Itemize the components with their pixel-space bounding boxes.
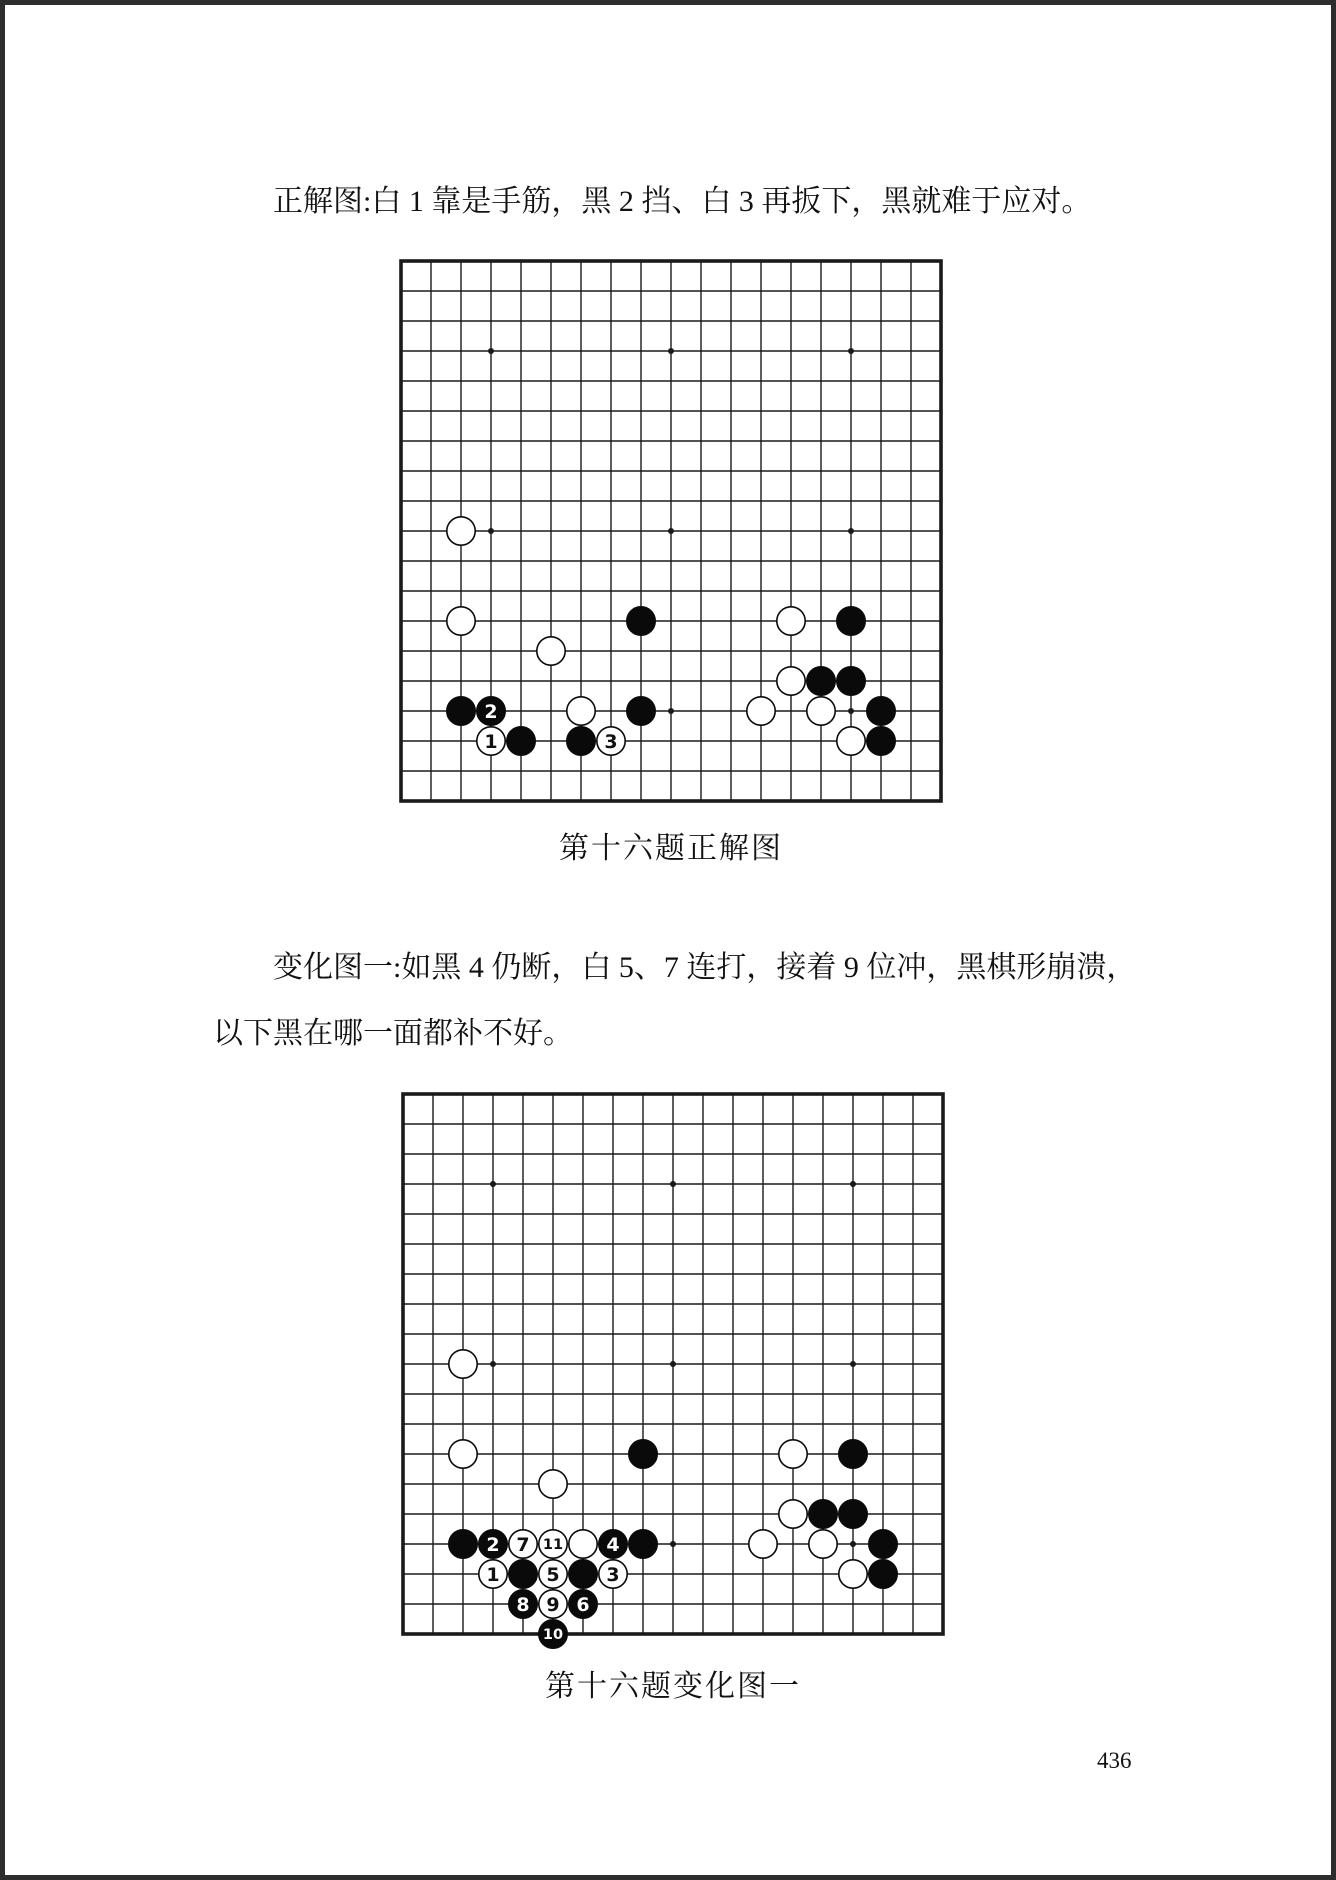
white-stone: [749, 1530, 777, 1558]
white-stone: [599, 1560, 627, 1588]
white-stone: [449, 1350, 477, 1378]
page-number: 436: [1097, 1748, 1132, 1773]
black-stone: [599, 1530, 627, 1558]
black-stone: [837, 607, 865, 635]
white-stone: [837, 727, 865, 755]
black-stone: [567, 727, 595, 755]
stone-move-number: 9: [546, 1593, 560, 1616]
white-stone: [539, 1590, 567, 1618]
white-stone: [449, 1440, 477, 1468]
star-point: [848, 708, 854, 714]
black-stone: [867, 697, 895, 725]
stone-move-number: 10: [542, 1627, 564, 1644]
black-stone: [627, 697, 655, 725]
black-stone: [629, 1440, 657, 1468]
black-stone: [539, 1620, 567, 1648]
white-stone: [539, 1530, 567, 1558]
stone-move-number: 6: [576, 1593, 590, 1616]
black-stone: [629, 1530, 657, 1558]
black-stone: [807, 667, 835, 695]
white-stone: [509, 1530, 537, 1558]
black-stone: [867, 727, 895, 755]
paragraph-2-line-2: 以下黑在哪一面都补不好。: [213, 1017, 573, 1050]
star-point: [670, 1361, 676, 1367]
white-stone: [447, 517, 475, 545]
white-stone: [539, 1470, 567, 1498]
go-board-diagram-2: [381, 1072, 965, 1674]
white-stone: [747, 697, 775, 725]
white-stone: [447, 607, 475, 635]
white-stone: [779, 1500, 807, 1528]
star-point: [490, 1181, 496, 1187]
black-stone: [477, 697, 505, 725]
stone-move-number: 11: [542, 1537, 564, 1554]
stone-move-number: 3: [606, 1563, 620, 1586]
white-stone: [477, 727, 505, 755]
white-stone: [597, 727, 625, 755]
white-stone: [777, 667, 805, 695]
black-stone: [479, 1530, 507, 1558]
stone-move-number: 2: [484, 700, 498, 723]
paragraph-2-line-1: 变化图一:如黑 4 仍断，白 5、7 连打，接着 9 位冲，黑棋形崩溃，: [273, 951, 1137, 984]
black-stone: [839, 1440, 867, 1468]
stone-move-number: 1: [484, 730, 498, 753]
star-point: [848, 528, 854, 534]
stone-move-number: 1: [486, 1563, 500, 1586]
star-point: [850, 1541, 856, 1547]
stone-move-number: 7: [516, 1533, 530, 1556]
star-point: [488, 348, 494, 354]
black-stone: [839, 1500, 867, 1528]
stone-move-number: 2: [486, 1533, 500, 1556]
board-2-caption: 第十六题变化图一: [545, 1670, 801, 1703]
black-stone: [509, 1590, 537, 1618]
paragraph-1: 正解图:白 1 靠是手筋，黑 2 挡、白 3 再扳下，黑就难于应对。: [273, 185, 1092, 218]
black-stone: [449, 1530, 477, 1558]
stone-move-number: 8: [516, 1593, 530, 1616]
black-stone: [837, 667, 865, 695]
star-point: [670, 1181, 676, 1187]
star-point: [668, 348, 674, 354]
star-point: [850, 1181, 856, 1187]
black-stone: [869, 1530, 897, 1558]
star-point: [848, 348, 854, 354]
black-stone: [507, 727, 535, 755]
black-stone: [809, 1500, 837, 1528]
go-board-diagram-1: [379, 239, 963, 841]
white-stone: [779, 1440, 807, 1468]
stone-move-number: 4: [606, 1533, 620, 1556]
star-point: [668, 708, 674, 714]
stone-move-number: 5: [546, 1563, 560, 1586]
white-stone: [537, 637, 565, 665]
star-point: [488, 528, 494, 534]
stone-move-number: 3: [604, 730, 618, 753]
white-stone: [809, 1530, 837, 1558]
star-point: [850, 1361, 856, 1367]
black-stone: [869, 1560, 897, 1588]
black-stone: [569, 1590, 597, 1618]
white-stone: [839, 1560, 867, 1588]
star-point: [670, 1541, 676, 1547]
white-stone: [567, 697, 595, 725]
go-board-svg: [381, 1072, 965, 1674]
black-stone: [627, 607, 655, 635]
white-stone: [777, 607, 805, 635]
white-stone: [539, 1560, 567, 1588]
star-point: [490, 1361, 496, 1367]
white-stone: [479, 1560, 507, 1588]
black-stone: [509, 1560, 537, 1588]
star-point: [668, 528, 674, 534]
go-board-svg: [379, 239, 963, 841]
black-stone: [569, 1560, 597, 1588]
board-1-caption: 第十六题正解图: [559, 832, 783, 865]
white-stone: [807, 697, 835, 725]
black-stone: [447, 697, 475, 725]
white-stone: [569, 1530, 597, 1558]
